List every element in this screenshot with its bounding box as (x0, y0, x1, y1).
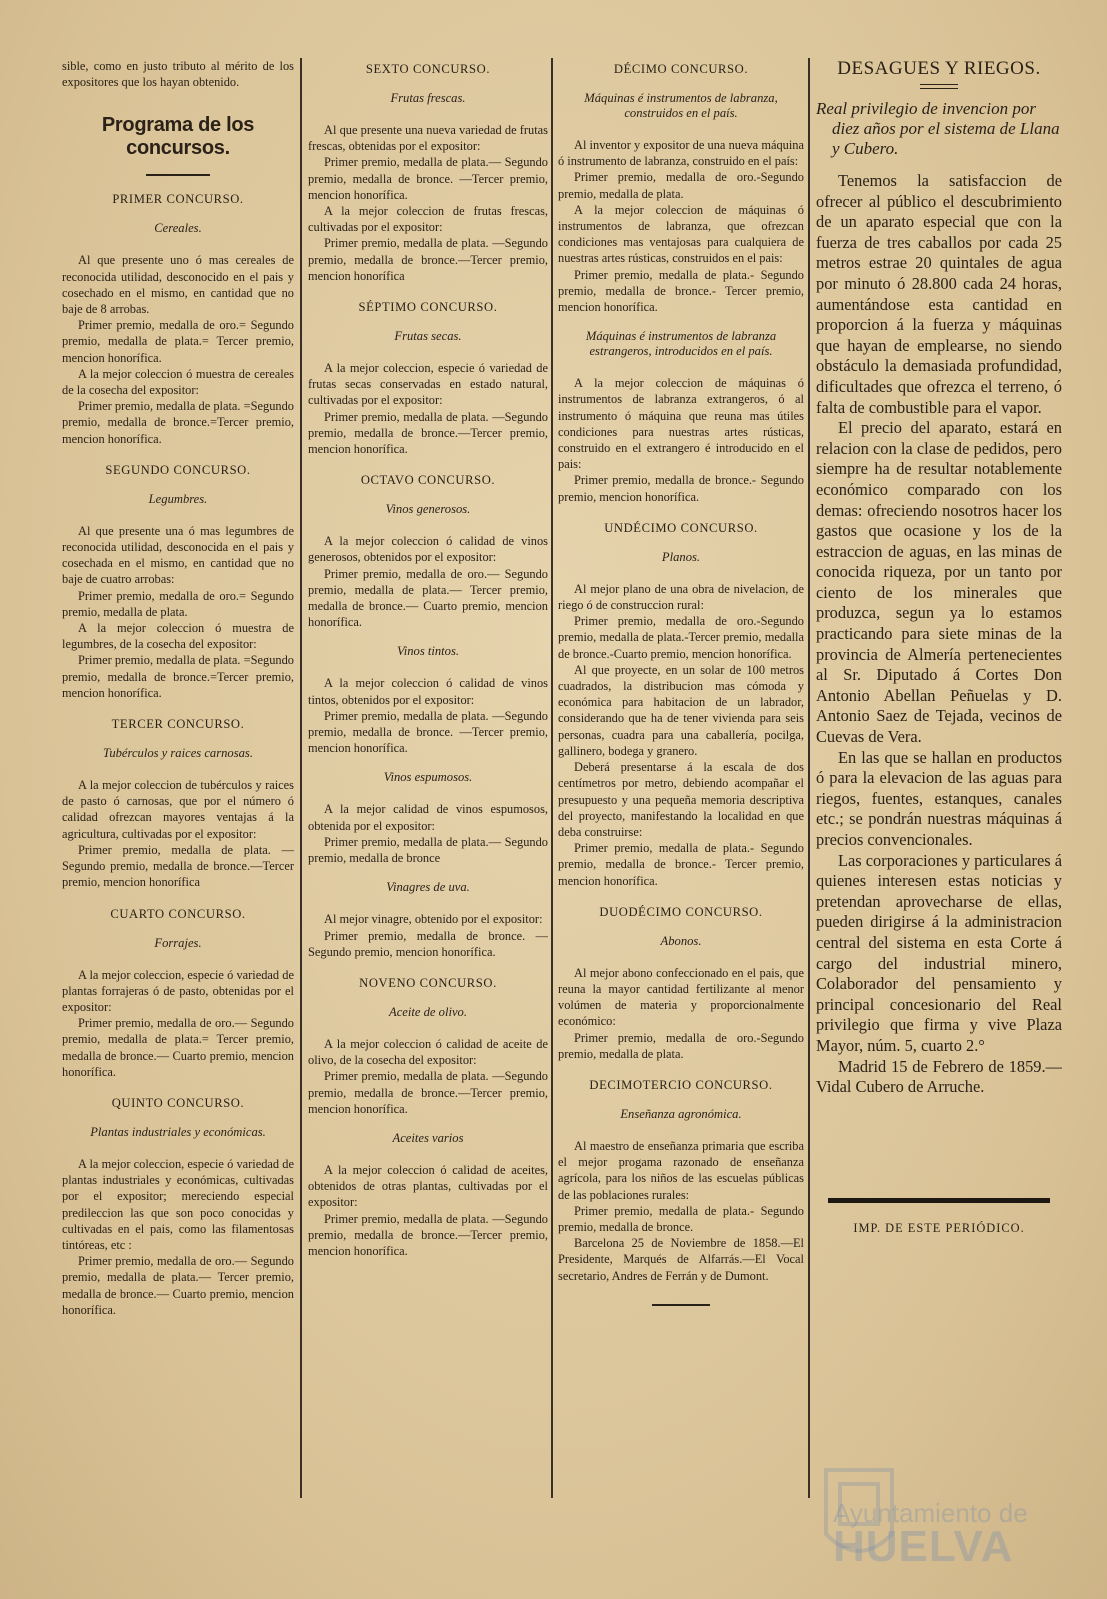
prize-paragraph: Primer premio, medalla de oro.— Segundo premio, medalla de plata.— Tercer premio, medalla de bronce.— Cuarto premio, mencion honorífica. (62, 1254, 294, 1317)
paragraph: A la mejor coleccion de máquinas ó instrumentos de labranza, que ofrezcan condiciones mas ventajosas para cualquiera de nuestras artes rústicas, construidos en el pais: (558, 202, 804, 266)
paragraph: A la mejor coleccion ó muestra de legumbres, de la cosecha del expositor: (62, 621, 294, 652)
prize-paragraph: Primer premio, medalla de oro.= Segundo premio, medalla de plata.= Tercer premio, mencion honorífica. (62, 318, 294, 365)
contest-heading: DÉCIMO CONCURSO. (613, 62, 749, 76)
contest-subheading: Enseñanza agronómica. (620, 1106, 742, 1121)
prize-paragraph: Primer premio, medalla de oro.— Segundo premio, medalla de plata.= Tercer premio, medalla de bronce.— Cuarto premio, mencion honorífica. (62, 1016, 294, 1079)
prize-paragraph: Primer premio, medalla de bronce. —Segundo premio, mencion honorífica. (308, 928, 548, 959)
paragraph: A la mejor coleccion ó muestra de cereales de la cosecha del expositor: (62, 366, 294, 398)
paragraph: A la mejor coleccion de máquinas ó instrumentos de labranza extrangeros, ó al instrumento ó máquina que reuna mas útiles condiciones para nuestras artes rústicas, construido en el extrangero é introducido en el pais: (558, 376, 804, 472)
contest-subheading: Tubérculos y raices carnosas. (103, 746, 253, 761)
paragraph: A la mejor coleccion, especie ó variedad de plantas forrajeras ó de pasto, obtenidas por el expositor: (62, 967, 294, 1014)
contest-subheading: Máquinas é instrumentos de labranza estrangeros, introducidos en el país. (585, 329, 777, 359)
paragraph: Al que presente una nueva variedad de frutas frescas, obtenidas por el expositor: (308, 123, 548, 154)
paragraph: A la mejor coleccion ó calidad de aceites, obtenidos de otras plantas, cultivadas por el expositor: (308, 1162, 548, 1210)
column-rule (551, 58, 553, 1498)
column-3 (558, 58, 804, 1306)
prize-paragraph: Primer premio, medalla de plata. —Segundo premio, medalla de bronce.—Tercer premio, mencion honorífica. (308, 409, 548, 457)
contest-heading: OCTAVO CONCURSO. (360, 473, 496, 488)
paragraph: A la mejor coleccion de frutas frescas, cultivadas por el expositor: (308, 204, 548, 235)
prize-paragraph: Primer premio, medalla de plata.— Segundo premio, medalla de bronce (308, 834, 548, 866)
contest-heading: QUINTO CONCURSO. (111, 1095, 245, 1110)
contest-heading: DUODÉCIMO CONCURSO. (599, 904, 763, 919)
paragraph: A la mejor coleccion ó calidad de aceite de olivo, de la cosecha del expositor: (308, 1036, 548, 1068)
double-rule (920, 84, 958, 89)
column-1 (62, 58, 294, 1318)
divider (652, 1304, 710, 1306)
column-rule (808, 58, 810, 1498)
column-rule (300, 58, 302, 1498)
prize-paragraph: Primer premio, medalla de plata.- Segundo premio, medalla de bronce.- Tercer premio, mencion honorífica. (558, 267, 804, 315)
contest-subheading: Aceites varios (392, 1130, 464, 1145)
prize-paragraph: Primer premio, medalla de plata. =Segundo premio, medalla de bronce.=Tercer premio, mencion honorífica. (62, 399, 294, 446)
contest-heading: NOVENO CONCURSO. (359, 975, 497, 990)
paragraph: Al inventor y expositor de una nueva máquina ó instrumento de labranza, construido en el país: (558, 138, 804, 169)
prize-paragraph: Primer premio, medalla de plata.— Segundo premio, medalla de bronce. —Tercer premio, mencion honorífica. (308, 155, 548, 202)
prize-paragraph: Primer premio, medalla de oro.= Segundo premio, medalla de plata. (62, 588, 294, 619)
contest-subheading: Vinagres de uva. (386, 880, 470, 895)
paragraph: A la mejor coleccion de tubérculos y raices de pasto ó carnosas, que por el número ó calidad ofrezcan mayores ventajas á la agricultura, cultivadas por el expositor: (62, 778, 294, 841)
column-4 (816, 58, 1062, 1236)
contest-subheading: Legumbres. (148, 491, 208, 506)
paragraph: A la mejor coleccion ó calidad de vinos tintos, obtenidos por el expositor: (308, 676, 548, 707)
contest-heading: SEXTO CONCURSO. (365, 62, 491, 76)
contest-subheading: Plantas industriales y económicas. (90, 1124, 266, 1139)
paragraph: Al que proyecte, en un solar de 100 metros cuadrados, la distribucion mas cómoda y económica para habitacion de un labrador, considerando que ha de tener vivienda para seis personas, cuadra para una caballería, pocilga, gallinero, bodega y granero. (558, 662, 804, 758)
contest-heading: SEGUNDO CONCURSO. (105, 462, 251, 477)
paragraph: Al mejor plano de una obra de nivelacion, de riego ó de construccion rural: (558, 581, 804, 613)
column-2 (308, 58, 548, 1259)
divider (146, 174, 210, 176)
contest-subheading: Aceite de olivo. (389, 1004, 467, 1019)
contest-subheading: Cereales. (154, 221, 202, 236)
contest-heading: SÉPTIMO CONCURSO. (358, 300, 498, 315)
program-title: Programa de los concursos. (101, 114, 255, 160)
contest-subheading: Frutas frescas. (390, 91, 466, 105)
privilege-heading: Real privilegio de invencion por diez años por el sistema de Llana y Cubero. (816, 99, 1060, 158)
prize-paragraph: Primer premio, medalla de plata.- Segundo premio, medalla de bronce. (558, 1203, 804, 1234)
prize-paragraph: Primer premio, medalla de bronce.- Segundo premio, mencion honorífica. (558, 473, 804, 504)
contest-heading: TERCER CONCURSO. (111, 717, 245, 732)
contest-subheading: Planos. (661, 549, 701, 564)
paragraph: Al maestro de enseñanza primaria que escriba el mejor progama razonado de enseñanza agrícola, para los niños de las escuelas públicas de las poblaciones rurales: (558, 1138, 804, 1202)
paragraph: A la mejor calidad de vinos espumosos, obtenida por el expositor: (308, 802, 548, 833)
prize-paragraph: Primer premio, medalla de plata. =Segundo premio, medalla de bronce.=Tercer premio, mencion honorífica. (62, 653, 294, 700)
paragraph: Tenemos la satisfaccion de ofrecer al público el descubrimiento de un aparato especial que con la fuerza de tres caballos por cada 25 metros estrae 20 quintales de agua por minuto ó 28.800 cada 24 horas, aumentándose esta cantidad en proporcion á la fuerza y máquinas que hayan de emplearse, no siendo obstáculo la demasiada profundidad, dificultades que ofrezca el terreno, ó falta de combustible para el vapor. (816, 171, 1062, 417)
advert-title: DESAGUES Y RIEGOS. (837, 58, 1041, 79)
contest-subheading: Vinos tintos. (396, 644, 460, 659)
paragraph: Las corporaciones y particulares á quienes interesen estas noticias y pretendan aprovecharse de ellas, pueden dirigirse á la administracion central del sistema en esta Corte á cargo del industrial minero, Colaborador del pensamiento y principal concesionario del Real privilegio que firma y vive Plaza Mayor, núm. 5, cuarto 2.° (816, 850, 1062, 1055)
imprint: IMP. DE ESTE PERIÓDICO. (853, 1220, 1025, 1235)
signature-paragraph: Barcelona 25 de Noviembre de 1858.—El Presidente, Marqués de Alfarrás.—El Vocal secretario, Andres de Ferrán y de Dumont. (558, 1236, 804, 1283)
watermark-line-2: HUELVA (833, 1522, 1014, 1571)
prize-paragraph: Primer premio, medalla de plata. —Segundo premio, medalla de bronce.—Tercer premio, mencion honorífica (308, 236, 548, 283)
prize-paragraph: Primer premio, medalla de plata. —Segundo premio, medalla de bronce.—Tercer premio, mencion honorífica (62, 842, 294, 890)
contest-subheading: Vinos generosos. (385, 502, 471, 517)
contest-heading: PRIMER CONCURSO. (112, 192, 244, 207)
prize-paragraph: Primer premio, medalla de oro.— Segundo premio, medalla de plata.— Tercer premio, medalla de bronce.— Cuarto premio, mencion honorífica. (308, 566, 548, 630)
paragraph: Deberá presentarse á la escala de dos centímetros por metro, debiendo acompañar el presupuesto y una pequeña memoria descriptiva del proyecto, manifestando la localidad en que deba construirse: (558, 760, 804, 839)
paragraph: Al que presente una ó mas legumbres de reconocida utilidad, desconocida en el pais y cosechada en el mismo, en cantidad que no baje de cuatro arrobas: (62, 523, 294, 587)
intro-paragraph: sible, como en justo tributo al mérito de los expositores que los hayan obtenido. (62, 59, 294, 90)
prize-paragraph: Primer premio, medalla de oro.-Segundo premio, medalla de plata. (558, 170, 804, 201)
contest-subheading: Abonos. (660, 933, 702, 948)
prize-paragraph: Primer premio, medalla de oro.-Segundo premio, medalla de plata.-Tercer premio, medalla de bronce.-Cuarto premio, mencion honorífica. (558, 614, 804, 661)
prize-paragraph: Primer premio, medalla de oro.-Segundo premio, medalla de plata. (558, 1030, 804, 1061)
contest-subheading: Máquinas é instrumentos de labranza, construidos en el país. (584, 91, 778, 120)
watermark-line-1: Ayuntamiento de (833, 1498, 1028, 1528)
thick-rule (828, 1198, 1050, 1203)
contest-heading: DECIMOTERCIO CONCURSO. (589, 1077, 773, 1092)
paragraph: A la mejor coleccion ó calidad de vinos generosos, obtenidos por el expositor: (308, 534, 548, 565)
contest-heading: UNDÉCIMO CONCURSO. (604, 520, 758, 535)
paragraph: Al mejor vinagre, obtenido por el expositor: (324, 912, 543, 927)
contest-subheading: Frutas secas. (394, 329, 462, 344)
paragraph: Al mejor abono confeccionado en el pais, que reuna la mayor cantidad fertilizante al menor volúmen de materia y proporcionalmente económico: (558, 965, 804, 1029)
paragraph: A la mejor coleccion, especie ó variedad de frutas secas conservadas en estado natural, cultivadas por el expositor: (308, 361, 548, 408)
paragraph: A la mejor coleccion, especie ó variedad de plantas industriales y económicas, cultivadas por el expositor; mereciendo especial predileccion las que son poco conocidas y cultivadas en el pais, como las filamentosas tintóreas, etc : (62, 1156, 294, 1252)
contest-subheading: Forrajes. (154, 935, 202, 950)
contest-heading: CUARTO CONCURSO. (110, 906, 246, 921)
prize-paragraph: Primer premio, medalla de plata.- Segundo premio, medalla de bronce.- Tercer premio, mencion honorífica. (558, 841, 804, 888)
paragraph: El precio del aparato, estará en relacion con la clase de pedidos, pero siempre ha de resultar notablemente económico comparado con los demas: ofreciendo nosotros hacer los gastos que ocasione y los de la estraccion de aguas, en las minas de conocida riqueza, por un tanto por ciento de los minerales que produzca, segun ya lo estamos practicando para siete minas de la provincia de Almería pertenecientes al Sr. Diputado á Cortes Don Antonio Abellan Peñuelas y D. Antonio Saez de Tejada, vecinos de Cuevas de Vera. (816, 418, 1062, 747)
contest-subheading: Vinos espumosos. (383, 770, 473, 785)
prize-paragraph: Primer premio, medalla de plata. —Segundo premio, medalla de bronce. —Tercer premio, mencion honorífica. (308, 708, 548, 756)
prize-paragraph: Primer premio, medalla de plata. —Segundo premio, medalla de bronce.—Tercer premio, mencion honorífica. (308, 1069, 548, 1116)
prize-paragraph: Primer premio, medalla de plata. —Segundo premio, medalla de bronce.—Tercer premio, mencion honorífica. (308, 1211, 548, 1258)
dateline-paragraph: Madrid 15 de Febrero de 1859.—Vidal Cubero de Arruche. (816, 1056, 1062, 1097)
paragraph: Al que presente uno ó mas cereales de reconocida utilidad, desconocido en el pais y cosechado en el mismo, en cantidad que no baje de 8 arrobas. (62, 253, 294, 317)
paragraph: En las que se hallan en productos ó para la elevacion de las aguas para riegos, fuentes, estanques, canales etc.; se pondrán nuestras máquinas á precios convencionales. (816, 747, 1062, 849)
